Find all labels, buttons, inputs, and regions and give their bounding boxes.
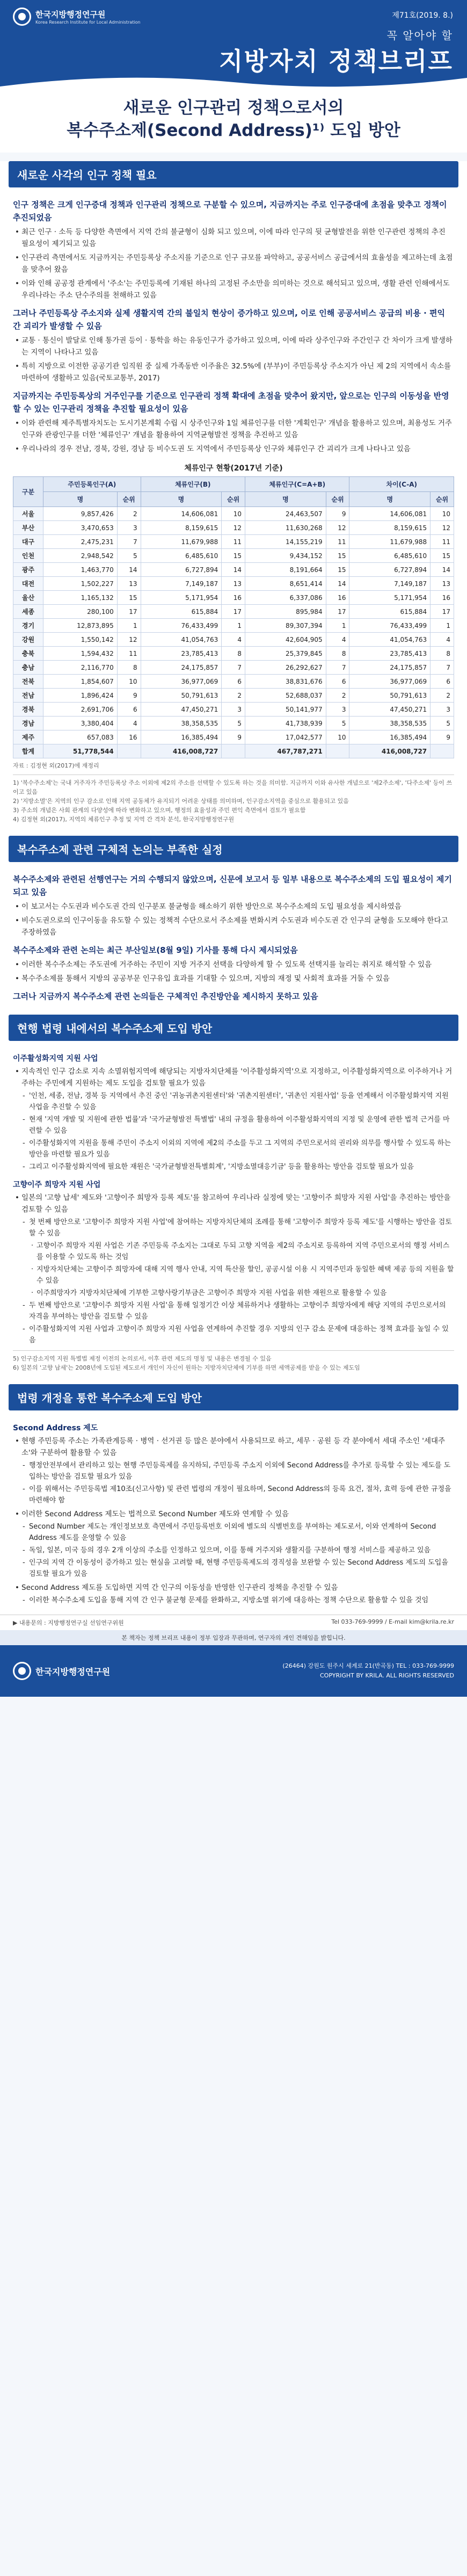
footnote: 2) '지방소멸'은 지역의 인구 감소로 인해 지역 공동체가 유지되기 어려운 상태를 의미하며, 인구감소지역을 중심으로 활용되고 있음 — [13, 798, 349, 805]
value-cell: 3 — [222, 703, 245, 717]
footnote: 3) 주소의 개념은 사회 관계의 다양성에 따라 변화하고 있으며, 행정의 효율성과 주민 편익 측면에서 검토가 필요함 — [13, 807, 306, 814]
header-banner — [0, 0, 467, 92]
value-cell: 8,191,664 — [245, 563, 326, 577]
sub-bullet: - 현재 '지역 개발 및 지원에 관한 법률'과 '국가균형발전 특별법' 내의 규정을 활용하여 이주활성화지역의 지정 및 운영에 관한 법적 근거를 마련할 수 있음 — [13, 1114, 454, 1137]
region-cell: 전남 — [13, 689, 43, 703]
value-cell: 6 — [222, 675, 245, 689]
total-cell: 416,008,727 — [141, 744, 222, 758]
sub-bullet: - '인천, 세종, 전남, 경북 등 지역에서 추진 중인 '귀농귀촌지원센터'와 '귀촌지원센터', '귀촌인 지원사업' 등을 연계해서 이주활성화지역 지원 사업을 추진할 수 있음 — [13, 1090, 454, 1113]
footer — [0, 1645, 467, 1697]
subsection-heading: 고향이주 희망자 지원 사업 — [13, 1181, 101, 1189]
org-name-en: Korea Research Institute for Local Administration — [35, 20, 141, 25]
region-cell: 전북 — [13, 675, 43, 689]
value-cell: 8 — [117, 661, 141, 675]
table-header: 명 — [141, 492, 222, 507]
bullet: • 비수도권으로의 인구이동을 유도할 수 있는 정책적 수단으로서 주소제를 변화시켜 수도권과 비수도권 간 인구의 균형을 도모해야 한다고 주장하였음 — [13, 915, 454, 938]
value-cell: 14,606,081 — [349, 507, 430, 521]
value-cell: 280,100 — [43, 605, 118, 619]
value-cell: 8 — [326, 647, 349, 661]
value-cell: 1,165,132 — [43, 591, 118, 605]
value-cell: 14 — [430, 563, 454, 577]
value-cell: 3 — [117, 521, 141, 535]
value-cell: 1,463,770 — [43, 563, 118, 577]
value-cell: 10 — [222, 507, 245, 521]
value-cell: 10 — [430, 507, 454, 521]
value-cell: 16 — [117, 730, 141, 744]
section-2 — [9, 836, 458, 1006]
value-cell: 5,171,954 — [349, 591, 430, 605]
table-source: 자료 : 김정현 외(2017)에 재정리 — [13, 762, 99, 769]
footer-logo — [13, 1662, 110, 1680]
value-cell: 89,307,394 — [245, 619, 326, 633]
value-cell: 11 — [430, 535, 454, 549]
bullet: • 지속적인 인구 감소로 지속 소멸위험지역에 해당되는 지방자치단체를 '이주활성화지역'으로 지정하고, 이주활성화지역으로 이주하거나 거주하는 주민에게 지원하는 제도 도입을 검토할 필요가 있음 — [13, 1066, 454, 1089]
lead-text: 복수주소제와 관련된 선행연구는 거의 수행되지 않았으며, 신문에 보고서 등 일부 내용으로 복수주소제의 도입 필요성이 제기되고 있음 — [13, 874, 452, 897]
region-cell: 세종 — [13, 605, 43, 619]
sub-bullet: - Second Number 제도는 개인정보보호 측면에서 주민등록번호 이외에 별도의 식별번호를 부여하는 제도로서, 이와 연계하여 Second Address 제도를 운영할 수 있음 — [13, 1521, 454, 1544]
value-cell: 12 — [326, 521, 349, 535]
table-row — [13, 675, 454, 689]
section-2-title: 복수주소제 관련 구체적 논의는 부족한 실정 — [9, 836, 458, 862]
footnote: 4) 김정현 외(2017), 지역의 체류인구 추정 및 지역 간 격차 분석, 한국지방행정연구원 — [13, 816, 235, 823]
value-cell: 1,550,142 — [43, 633, 118, 647]
bullet: • 특히 지방으로 이전한 공공기관 임직원 중 실제 가족동반 이주율은 32.5%에 (부부)이 주민등록상 주소지가 아닌 제 2의 지역에서 속소를 마련하여 생활하고 있음(국토교통부, 2017) — [13, 360, 454, 384]
bullet: • 이와 인해 공공정 관계에서 '주소'는 주민등록에 기재된 하나의 고정된 주소만을 의미하는 것으로 해석되고 있으며, 생활 관련 인해에서도 우리나라는 주소 단수주의를 천해하고 있음 — [13, 278, 454, 301]
value-cell: 14,606,081 — [141, 507, 222, 521]
table-row — [13, 563, 454, 577]
value-cell: 8 — [430, 647, 454, 661]
value-cell: 17 — [117, 605, 141, 619]
brand-title: 지방자치 정책브리프 — [219, 47, 453, 76]
wave-decoration — [0, 71, 467, 92]
table-row — [13, 577, 454, 591]
value-cell: 16 — [430, 591, 454, 605]
disclaimer: 본 책자는 정책 브리프 내용이 정부 입장과 무관하며, 연구자의 개인 견해임을 밝힙니다. — [0, 1630, 467, 1645]
total-cell — [117, 744, 141, 758]
value-cell: 6,485,610 — [141, 549, 222, 563]
bullet: • 이러한 Second Address 제도는 법적으로 Second Number 제도와 연계할 수 있음 — [13, 1508, 454, 1520]
table-row — [13, 591, 454, 605]
value-cell: 15 — [326, 549, 349, 563]
value-cell: 8,159,615 — [349, 521, 430, 535]
value-cell: 2,948,542 — [43, 549, 118, 563]
lead-text: 복수주소제와 관련 논의는 최근 부산일보(8월 9일) 기사를 통해 다시 제시되었음 — [13, 945, 298, 955]
org-name-kr: 한국지방행정연구원 — [35, 10, 106, 19]
value-cell: 17 — [222, 605, 245, 619]
value-cell: 25,379,845 — [245, 647, 326, 661]
value-cell: 4 — [117, 717, 141, 730]
total-row — [13, 744, 454, 758]
sub-bullet: - 첫 번째 방안으로 '고향이주 희망자 지원 사업'에 참여하는 지방자치단체의 조례를 통해 '고향이주 희망자 등록 제도'를 시행하는 방안을 검토할 수 있음 — [13, 1217, 454, 1239]
footnote: 1) '복수주소제'는 국내 거주자가 주민등록상 주소 이외에 제2의 주소를 선택할 수 있도록 하는 것을 의미함. 지금까지 이와 유사한 개념으로 '제2주소제', '다주소제' 등이 쓰이고 있음 — [13, 779, 453, 795]
section-4-title: 법령 개정을 통한 복수주소제 도입 방안 — [9, 1384, 458, 1410]
region-cell: 부산 — [13, 521, 43, 535]
table-header: 명 — [349, 492, 430, 507]
footer-org: 한국지방행정연구원 — [35, 1666, 111, 1677]
value-cell: 7 — [222, 661, 245, 675]
region-cell: 대구 — [13, 535, 43, 549]
value-cell: 11 — [117, 647, 141, 661]
value-cell: 50,141,977 — [245, 703, 326, 717]
table-header: 명 — [43, 492, 118, 507]
region-cell: 인천 — [13, 549, 43, 563]
region-cell: 제주 — [13, 730, 43, 744]
value-cell: 1 — [222, 619, 245, 633]
value-cell: 15 — [222, 549, 245, 563]
table-row — [13, 605, 454, 619]
value-cell: 16 — [326, 591, 349, 605]
value-cell: 6,727,894 — [349, 563, 430, 577]
sub-bullet: - 행정안전부에서 관리하고 있는 현행 주민등록제를 유지하되, 주민등록 주소지 이외에 Second Address를 추가로 등록할 수 있는 제도를 도입하는 방안을 검토할 필요가 있음 — [13, 1460, 454, 1482]
value-cell: 2 — [430, 689, 454, 703]
bullet: • 최근 인구 · 소득 등 다양한 측면에서 지역 간의 불균형이 심화 되고 있으며, 이에 따라 인구의 뒷 균형발전을 위한 인구관련 정책의 추진 필요성이 제기되고 있음 — [13, 226, 454, 250]
value-cell: 12 — [430, 521, 454, 535]
table-header: 순위 — [430, 492, 454, 507]
value-cell: 1,594,432 — [43, 647, 118, 661]
value-cell: 50,791,613 — [141, 689, 222, 703]
value-cell: 14,155,219 — [245, 535, 326, 549]
value-cell: 26,292,627 — [245, 661, 326, 675]
table-title: 체류인구 현황(2017년 기준) — [184, 464, 283, 473]
contact-detail: Tel 033-769-9999 / E-mail kim@krila.re.kr — [331, 1618, 454, 1625]
value-cell: 13 — [430, 577, 454, 591]
value-cell: 12,873,895 — [43, 619, 118, 633]
value-cell: 13 — [117, 577, 141, 591]
subsection-heading: 이주활성화지역 지원 사업 — [13, 1054, 98, 1063]
value-cell: 6,727,894 — [141, 563, 222, 577]
value-cell: 50,791,613 — [349, 689, 430, 703]
issue-number: 제71호(2019. 8.) — [392, 11, 453, 20]
footnote: 6) 일본의 '고향 납세'는 2008년에 도입된 제도로서 개인이 자신이 원하는 지방자치단체에 기부를 하면 세액공제를 받을 수 있는 제도임 — [13, 1364, 360, 1371]
value-cell: 9 — [326, 507, 349, 521]
value-cell: 2,691,706 — [43, 703, 118, 717]
table-row — [13, 703, 454, 717]
value-cell: 11 — [222, 535, 245, 549]
bullet: • 이와 관련해 제주특별자치도는 도시기본계획 수립 시 상주인구와 1일 체류인구를 더한 '계획인구' 개념을 활용하고 있으며, 최용성도 거주인구와 관광인구를 더한 '체류인구' 개념을 활용하여 지역균형발전 정책을 추진하고 있음 — [13, 417, 454, 441]
table-header: 순위 — [326, 492, 349, 507]
total-cell — [326, 744, 349, 758]
value-cell: 14 — [326, 577, 349, 591]
value-cell: 1 — [430, 619, 454, 633]
footnote: 5) 인구감소지역 지원 특별법 제정 이전의 논의로서, 이후 관련 제도의 명칭 및 내용은 변경될 수 있음 — [13, 1355, 272, 1362]
total-cell: 467,787,271 — [245, 744, 326, 758]
value-cell: 16,385,494 — [141, 730, 222, 744]
table-header: 차이(C-A) — [349, 477, 454, 492]
value-cell: 1 — [117, 619, 141, 633]
value-cell: 5 — [326, 717, 349, 730]
value-cell: 6 — [117, 703, 141, 717]
value-cell: 11,630,268 — [245, 521, 326, 535]
sub-bullet: - 독일, 일본, 미국 등의 경우 2개 이상의 주소를 인정하고 있으며, 이를 통해 거주지와 생활지를 구분하여 행정 서비스를 제공하고 있음 — [13, 1545, 454, 1556]
region-cell: 광주 — [13, 563, 43, 577]
bullet: • 현행 주민등록 주소는 가족관계등록 · 병역 · 선거권 등 많은 분야에서 사용되므로 하고, 세무 · 공원 등 각 분야에서 세대 주소인 '세대주소'와 구분하여 활용할 수 있음 — [13, 1435, 454, 1459]
value-cell: 11,679,988 — [349, 535, 430, 549]
value-cell: 7 — [117, 535, 141, 549]
bullet: • 교통 · 통신이 발달로 인해 통가권 등이 · 통학을 하는 유동인구가 증가하고 있으며, 이에 따라 상주인구와 주간인구 간 차이가 크게 발생하는 지역이 나타나고 있음 — [13, 335, 454, 358]
value-cell: 13 — [222, 577, 245, 591]
sub-bullet: - 그리고 이주활성화지역에 필요한 재원은 '국가균형발전특별회계', '지방소멸대응기금' 등을 활용하는 방안을 검토할 필요가 있음 — [13, 1161, 454, 1173]
value-cell: 10 — [326, 730, 349, 744]
value-cell: 7,149,187 — [349, 577, 430, 591]
bullet: • 우리나라의 경우 전남, 경북, 강원, 경남 등 비수도권 도 지역에서 주민등록상 인구와 체류인구 간 괴리가 크게 나타나고 있음 — [13, 443, 454, 455]
value-cell: 23,785,413 — [349, 647, 430, 661]
table-row — [13, 633, 454, 647]
value-cell: 5 — [222, 717, 245, 730]
sub-sub-bullet: · 이주희망자가 지방자치단체에 기부한 고향사랑기부금은 고향이주 희망자 지원 사업을 위한 재원으로 활용할 수 있음 — [13, 1287, 454, 1299]
lead-text: 지금까지는 주민등록상의 거주인구를 기준으로 인구관리 정책 확대에 초점을 맞추어 왔지만, 앞으로는 인구의 이동성을 반영할 수 있는 인구관리 정책을 추진할 필요성이 있음 — [13, 391, 449, 414]
value-cell: 7 — [326, 661, 349, 675]
total-cell — [222, 744, 245, 758]
value-cell: 657,083 — [43, 730, 118, 744]
value-cell: 47,450,271 — [141, 703, 222, 717]
table-row — [13, 521, 454, 535]
value-cell: 6 — [430, 675, 454, 689]
value-cell: 17,042,577 — [245, 730, 326, 744]
value-cell: 15 — [117, 591, 141, 605]
footer-copyright: COPYRIGHT BY KRILA. ALL RIGHTS RESERVED — [320, 1672, 454, 1679]
value-cell: 6 — [326, 675, 349, 689]
region-cell: 강원 — [13, 633, 43, 647]
value-cell: 9 — [117, 689, 141, 703]
total-cell: 51,778,544 — [43, 744, 118, 758]
lead-text: 그러나 주민등록상 주소지와 실제 생활지역 간의 불일치 현상이 증가하고 있으며, 이로 인해 공공서비스 공급의 비용 · 편익 간 괴리가 발생할 수 있음 — [13, 308, 445, 331]
value-cell: 38,358,535 — [141, 717, 222, 730]
value-cell: 9 — [430, 730, 454, 744]
value-cell: 52,688,037 — [245, 689, 326, 703]
value-cell: 615,884 — [349, 605, 430, 619]
bullet: • 이러한 복수주소제는 주도권에 거주하는 주민이 지방 거주지 선택을 다양하게 할 수 있도록 선택지를 늘리는 취지로 해석할 수 있음 — [13, 959, 454, 971]
value-cell: 24,463,507 — [245, 507, 326, 521]
value-cell: 14 — [222, 563, 245, 577]
logo-icon — [13, 8, 31, 26]
value-cell: 12 — [222, 521, 245, 535]
value-cell: 41,054,763 — [349, 633, 430, 647]
value-cell: 3,470,653 — [43, 521, 118, 535]
table-row — [13, 549, 454, 563]
value-cell: 76,433,499 — [349, 619, 430, 633]
region-cell: 충남 — [13, 661, 43, 675]
value-cell: 4 — [326, 633, 349, 647]
table-row — [13, 661, 454, 675]
value-cell: 5 — [117, 549, 141, 563]
value-cell: 8,651,414 — [245, 577, 326, 591]
table-header: 구분 — [13, 477, 43, 507]
total-cell: 416,008,727 — [349, 744, 430, 758]
tagline: 꼭 알아야 할 — [386, 29, 453, 42]
value-cell: 1 — [326, 619, 349, 633]
sub-bullet: - 이주활성화지역 지원 사업과 고향이주 희망자 지원 사업을 연계하여 추진할 경우 지방의 인구 감소 문제에 대응하는 정책 효과를 높일 수 있음 — [13, 1323, 454, 1346]
value-cell: 12 — [117, 633, 141, 647]
value-cell: 2,116,770 — [43, 661, 118, 675]
value-cell: 11,679,988 — [141, 535, 222, 549]
value-cell: 2 — [117, 507, 141, 521]
value-cell: 615,884 — [141, 605, 222, 619]
sub-bullet: - 이러한 복수주소제 도입을 통해 지역 간 인구 불균형 문제를 완화하고, 지방소멸 위기에 대응하는 정책 수단으로 활용할 수 있을 것임 — [13, 1595, 454, 1606]
region-cell: 울산 — [13, 591, 43, 605]
bullet: • 복수주소제를 통해서 지방의 공공부문 인구유입 효과를 기대할 수 있으며, 지방의 재정 및 사회적 효과를 거둘 수 있음 — [13, 973, 454, 985]
section-4 — [9, 1384, 458, 1609]
value-cell: 5,171,954 — [141, 591, 222, 605]
table-header: 명 — [245, 492, 326, 507]
value-cell: 9,434,152 — [245, 549, 326, 563]
region-cell: 경남 — [13, 717, 43, 730]
value-cell: 7,149,187 — [141, 577, 222, 591]
bullet: • 인구관리 측면에서도 지금까지는 주민등록상 주소지를 기준으로 인구 규모를 파악하고, 공공서비스 공급에서의 효율성을 제고하는데 초점을 맞추어 왔음 — [13, 252, 454, 276]
total-cell — [430, 744, 454, 758]
value-cell: 6,337,086 — [245, 591, 326, 605]
value-cell: 47,450,271 — [349, 703, 430, 717]
value-cell: 4 — [430, 633, 454, 647]
value-cell: 38,831,676 — [245, 675, 326, 689]
value-cell: 8,159,615 — [141, 521, 222, 535]
value-cell: 1,502,227 — [43, 577, 118, 591]
population-table — [13, 476, 454, 758]
bullet: • 일본의 '고향 납세' 제도와 '고향이주 희망자 등록 제도'를 참고하여 우리나라 실정에 맞는 '고향이주 희망자 지원 사업'을 추진하는 방안을 검토할 수 있음 — [13, 1192, 454, 1215]
value-cell: 38,358,535 — [349, 717, 430, 730]
value-cell: 9,857,426 — [43, 507, 118, 521]
value-cell: 23,785,413 — [141, 647, 222, 661]
table-header: 순위 — [222, 492, 245, 507]
value-cell: 11 — [326, 535, 349, 549]
logo-icon — [13, 1662, 31, 1680]
value-cell: 7 — [430, 661, 454, 675]
subsection-heading: Second Address 제도 — [13, 1424, 98, 1432]
region-cell: 경기 — [13, 619, 43, 633]
value-cell: 41,054,763 — [141, 633, 222, 647]
value-cell: 42,604,905 — [245, 633, 326, 647]
table-row — [13, 535, 454, 549]
lead-text: 인구 정책은 크게 인구증대 정책과 인구관리 정책으로 구분할 수 있으며, 지금까지는 주로 인구증대에 초점을 맞추고 정책이 추진되었음 — [13, 200, 447, 222]
table-header: 순위 — [117, 492, 141, 507]
value-cell: 895,984 — [245, 605, 326, 619]
region-cell: 대전 — [13, 577, 43, 591]
sub-bullet: - 이를 위해서는 주민등록법 제10조(신고사항) 및 관련 법령의 개정이 필요하며, Second Address의 등록 요건, 절차, 효력 등에 관한 규정을 마련해야 함 — [13, 1484, 454, 1506]
value-cell: 1,854,607 — [43, 675, 118, 689]
value-cell: 6,485,610 — [349, 549, 430, 563]
value-cell: 17 — [326, 605, 349, 619]
footer-address: (26464) 강원도 원주시 세계로 21(반곡동) TEL : 033-769-9999 — [282, 1662, 454, 1669]
main-title-line2: 복수주소제(Second Address)¹⁾ 도입 방안 — [67, 121, 400, 140]
main-title-line1: 새로운 인구관리 정책으로서의 — [123, 98, 344, 118]
section-3 — [9, 1015, 458, 1376]
sub-bullet: - 두 번째 방안으로 '고향이주 희망자 지원 사업'을 통해 일정기간 이상 체류하거나 생활하는 고향이주 희망자에게 해당 지역의 주민으로서의 자격을 부여하는 방안을 검토할 수 있음 — [13, 1300, 454, 1322]
contact-info — [0, 1615, 467, 1630]
value-cell: 17 — [430, 605, 454, 619]
value-cell: 3 — [430, 703, 454, 717]
value-cell: 3,380,404 — [43, 717, 118, 730]
region-cell: 경북 — [13, 703, 43, 717]
bullet: • Second Address 제도를 도입하면 지역 간 인구의 이동성을 반영한 인구관리 정책을 추진할 수 있음 — [13, 1582, 454, 1594]
value-cell: 2 — [222, 689, 245, 703]
value-cell: 41,738,939 — [245, 717, 326, 730]
value-cell: 4 — [222, 633, 245, 647]
footnotes — [13, 775, 454, 824]
table-row — [13, 647, 454, 661]
institute-logo — [13, 8, 141, 26]
sub-bullet: - 이주활성화지역 지원을 통해 주민이 주소지 이외의 지역에 제2의 주소를 두고 그 지역의 주민으로서의 권리와 의무를 행사할 수 있도록 하는 방안을 마련할 필요가 있음 — [13, 1138, 454, 1160]
value-cell: 36,977,069 — [141, 675, 222, 689]
value-cell: 2 — [326, 689, 349, 703]
table-row — [13, 730, 454, 744]
table-header: 주민등록인구(A) — [43, 477, 141, 492]
section-1-title: 새로운 사각의 인구 정책 필요 — [9, 161, 458, 187]
value-cell: 5 — [430, 717, 454, 730]
value-cell: 76,433,499 — [141, 619, 222, 633]
title-area — [0, 92, 467, 153]
region-cell: 충북 — [13, 647, 43, 661]
value-cell: 15 — [326, 563, 349, 577]
value-cell: 16 — [222, 591, 245, 605]
lead-text: 그러나 지금까지 복수주소제 관련 논의들은 구체적인 추진방안을 제시하지 못하고 있음 — [13, 992, 318, 1001]
contact-label: ▶ 내용문의 : 지방행정연구실 선임연구위원 — [13, 1619, 124, 1626]
table-row — [13, 717, 454, 730]
sub-sub-bullet: · 지방자치단체는 고향이주 희망자에 대해 지역 행사 안내, 지역 특산물 할인, 공공시설 이용 시 지역주민과 동일한 혜택 제공 등의 지원을 할 수 있음 — [13, 1264, 454, 1286]
value-cell: 8 — [222, 647, 245, 661]
sub-sub-bullet: · 고향이주 희망자 지원 사업은 기존 주민등록 주소지는 그대로 두되 고향 지역을 제2의 주소지로 등록하여 지역 주민으로서의 행정 서비스를 이용할 수 있도록 하는 것임 — [13, 1240, 454, 1263]
table-row — [13, 619, 454, 633]
value-cell: 3 — [326, 703, 349, 717]
value-cell: 24,175,857 — [141, 661, 222, 675]
table-row — [13, 689, 454, 703]
value-cell: 14 — [117, 563, 141, 577]
sub-bullet: - 인구의 지역 간 이동성이 증가하고 있는 현실을 고려할 때, 현행 주민등록제도의 경직성을 보완할 수 있는 Second Address 제도의 도입을 검토할 필요가 있음 — [13, 1557, 454, 1580]
value-cell: 24,175,857 — [349, 661, 430, 675]
table-row — [13, 507, 454, 521]
value-cell: 2,475,231 — [43, 535, 118, 549]
bullet: • 이 보고서는 수도권과 비수도권 간의 인구분포 불균형을 해소하기 위한 방안으로 복수주소제의 도입 필요성을 제시하였음 — [13, 901, 454, 913]
value-cell: 15 — [430, 549, 454, 563]
total-label: 합계 — [13, 744, 43, 758]
region-cell: 서울 — [13, 507, 43, 521]
value-cell: 10 — [117, 675, 141, 689]
value-cell: 1,896,424 — [43, 689, 118, 703]
value-cell: 16,385,494 — [349, 730, 430, 744]
table-header: 체류인구(B) — [141, 477, 245, 492]
section-3-title: 현행 법령 내에서의 복수주소제 도입 방안 — [9, 1015, 458, 1041]
section-1 — [9, 161, 458, 827]
value-cell: 36,977,069 — [349, 675, 430, 689]
value-cell: 9 — [222, 730, 245, 744]
footnotes — [13, 1350, 454, 1372]
table-header: 체류인구(C=A+B) — [245, 477, 349, 492]
